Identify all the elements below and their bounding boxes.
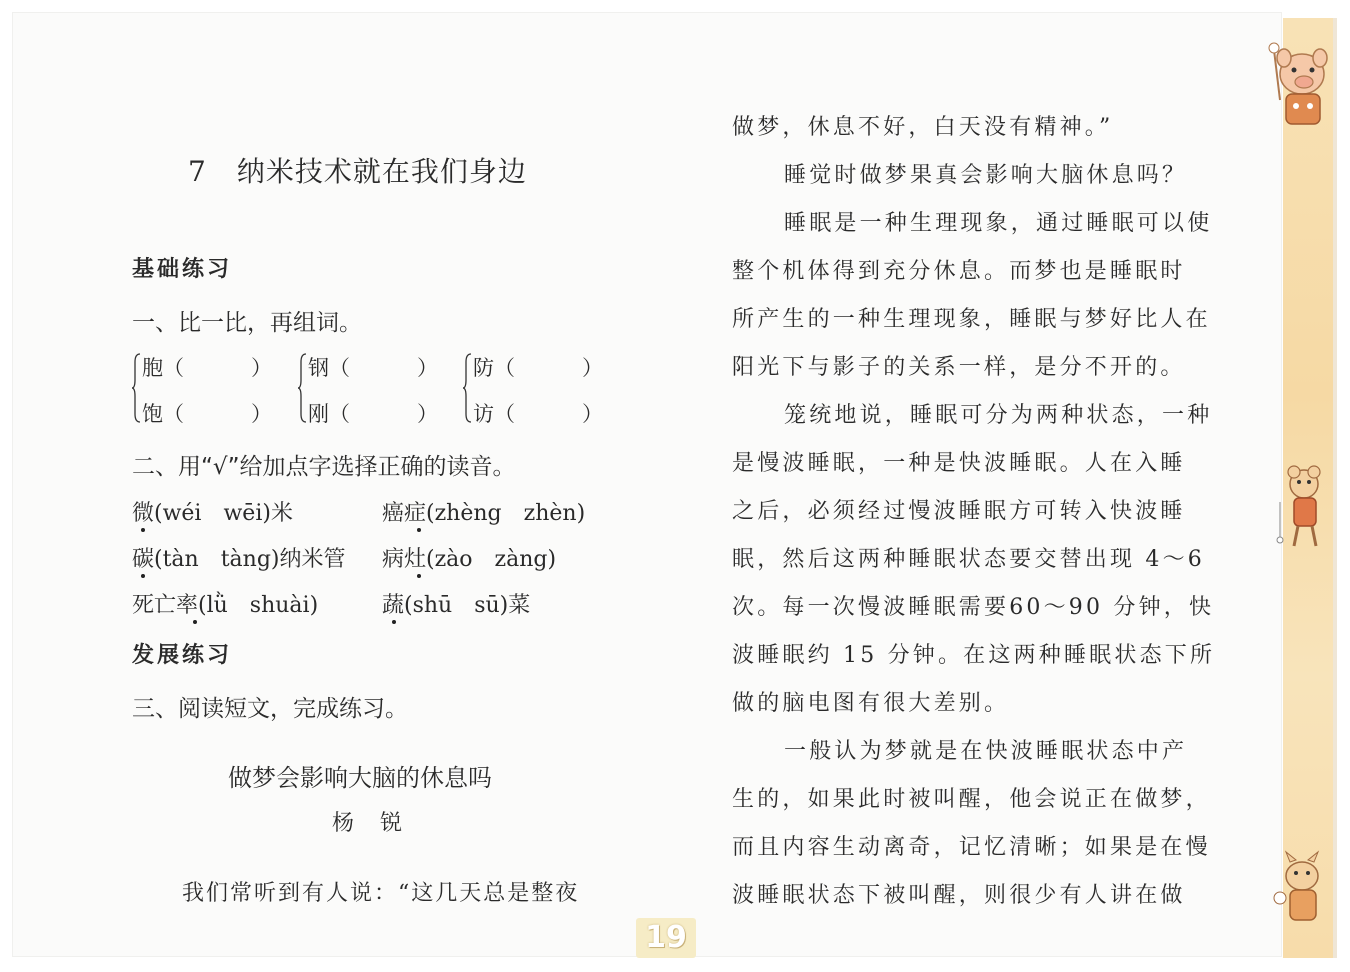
lesson-number: 7 (188, 155, 207, 188)
page-number: 19 (636, 918, 696, 958)
emphasis-dot (141, 574, 145, 578)
word-item: 胞（ ） (142, 356, 272, 380)
article-line: 笼统地说，睡眠可分为两种状态，一种 (784, 403, 1213, 428)
article-line: 做梦，休息不好，白天没有精神。” (732, 115, 1114, 140)
pig-cartoon-icon (1262, 40, 1338, 140)
brace-icon (463, 352, 473, 424)
section-basic-practice: 基础练习 (132, 257, 233, 282)
question-2: 二、用“√”给加点字选择正确的读音。 (132, 454, 516, 480)
pinyin-item: 碳(tàn tàng)纳米管 (132, 547, 346, 572)
article-line: 阳光下与影子的关系一样，是分不开的。 (732, 355, 1186, 380)
word-group-1 (132, 352, 282, 424)
question-3: 三、阅读短文，完成练习。 (132, 696, 408, 722)
question-1: 一、比一比，再组词。 (132, 310, 362, 336)
word-item: 饱（ ） (142, 402, 272, 426)
article-line: 波睡眠状态下被叫醒，则很少有人讲在做 (732, 883, 1186, 908)
article-title: 做梦会影响大脑的休息吗 (228, 764, 492, 792)
section-extended-practice: 发展练习 (132, 643, 233, 668)
article-line: 睡眠是一种生理现象，通过睡眠可以使 (784, 211, 1213, 236)
pinyin-item: 死亡率(lǜ shuài) (132, 593, 319, 618)
word-group-2 (298, 352, 448, 424)
lesson-title-text: 纳米技术就在我们身边 (236, 155, 527, 188)
word-item: 刚（ ） (308, 402, 438, 426)
pinyin-item: 微(wéi wēi)米 (132, 501, 293, 526)
pinyin-item: 癌症(zhèng zhèn) (382, 501, 586, 526)
lesson-title (188, 150, 527, 190)
brace-icon (132, 352, 142, 424)
emphasis-dot (417, 528, 421, 532)
article-line: 波睡眠约 15 分钟。在这两种睡眠状态下所 (732, 643, 1216, 668)
word-item: 钢（ ） (308, 356, 438, 380)
word-item: 防（ ） (473, 356, 603, 380)
pinyin-item: 蔬(shū sū)菜 (382, 593, 531, 618)
brace-icon (298, 352, 308, 424)
article-line: 之后，必须经过慢波睡眠方可转入快波睡 (732, 499, 1186, 524)
article-author: 杨锐 (332, 811, 429, 836)
animal-cartoon-icon (1266, 848, 1338, 938)
word-item: 访（ ） (473, 402, 603, 426)
article-line: 整个机体得到充分休息。而梦也是睡眠时 (732, 259, 1186, 284)
mouse-cartoon-icon (1268, 462, 1338, 562)
word-group-3 (463, 352, 613, 424)
article-line: 睡觉时做梦果真会影响大脑休息吗？ (784, 163, 1188, 188)
article-line: 而且内容生动离奇，记忆清晰；如果是在慢 (732, 835, 1211, 860)
article-line: 是慢波睡眠，一种是快波睡眠。人在入睡 (732, 451, 1186, 476)
emphasis-dot (392, 620, 396, 624)
emphasis-dot (141, 528, 145, 532)
emphasis-dot (193, 620, 197, 624)
article-line: 生的，如果此时被叫醒，他会说正在做梦， (732, 787, 1211, 812)
article-line: 眠，然后这两种睡眠状态要交替出现 4～6 (732, 547, 1205, 572)
article-line: 做的脑电图有很大差别。 (732, 691, 1010, 716)
article-line: 次。每一次慢波睡眠需要60～90 分钟，快 (732, 595, 1215, 620)
pinyin-item: 病灶(zào zàng) (382, 547, 557, 572)
emphasis-dot (417, 574, 421, 578)
article-line: 一般认为梦就是在快波睡眠状态中产 (784, 739, 1188, 764)
article-line: 所产生的一种生理现象，睡眠与梦好比人在 (732, 307, 1211, 332)
article-first-line: 我们常听到有人说：“这几天总是整夜 (182, 881, 580, 906)
